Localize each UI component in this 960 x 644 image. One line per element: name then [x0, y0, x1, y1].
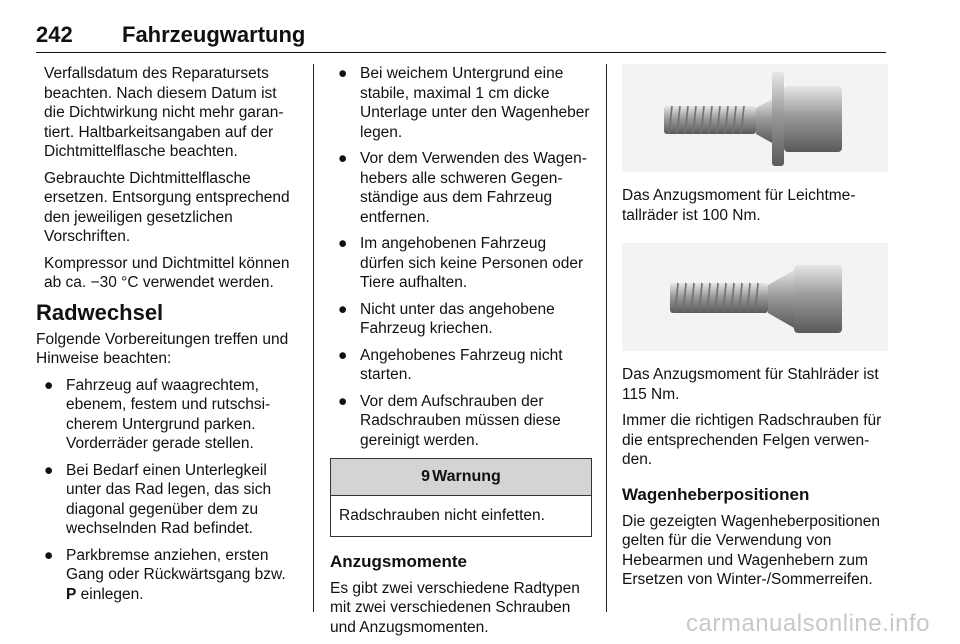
list-item-text: Vor dem Aufschrauben der Radschrauben müssen diese gereinigt werden.	[360, 392, 561, 449]
list-item	[36, 376, 298, 454]
paragraph: Die gezeigten Wagenheberpositionen gelten für die Verwendung von Hebearmen und Wagenhebern zum Ersetzen von Winter-/Sommerreifen.	[622, 512, 880, 588]
wheel-bolt-icon	[622, 64, 888, 172]
list-item	[330, 300, 592, 339]
bullet-icon: ●	[338, 65, 348, 82]
bullet-list	[36, 376, 298, 605]
bullet-icon: ●	[338, 150, 348, 167]
paragraph: Es gibt zwei verschiedene Radtypen mit zwei verschiedenen Schrauben und Anzugsmomenten.	[330, 579, 580, 636]
list-item-text: Im angehobenen Fahrzeug dürfen sich keine Personen oder Tiere aufhalten.	[360, 235, 584, 291]
list-item-text: Vor dem Verwenden des Wagenhebers alle schweren Gegenständige aus dem Fahrzeug entfernen.	[360, 150, 587, 226]
paragraph: Immer die richtigen Radschrauben für die entsprechenden Felgen verwenden.	[622, 412, 882, 468]
list-item	[36, 546, 298, 605]
alloy-wheel-bolt-image	[622, 64, 888, 172]
caption-steel: Das Anzugsmoment für Stahlräder ist 115 Nm.	[622, 366, 879, 403]
wheel-bolt-icon	[622, 243, 888, 351]
page-title: Fahrzeugwartung	[122, 22, 306, 47]
list-item-text: Parkbremse anziehen, ersten Gang oder Rückwärtsgang bzw.	[66, 546, 286, 583]
section-heading-anzugsmomente: Anzugsmomente	[330, 551, 467, 571]
bullet-icon: ●	[44, 546, 54, 564]
list-item	[330, 392, 592, 451]
bullet-icon: ●	[338, 392, 348, 410]
paragraph: Gebrauchte Dichtmittelflasche ersetzen. Entsorgung entsprechend den jeweiligen gesetzlichen Vorschriften.	[44, 169, 290, 245]
list-item	[36, 461, 298, 539]
warning-header	[331, 459, 591, 496]
list-item	[330, 346, 592, 385]
caption-alloy: Das Anzugsmoment für Leichtmetallräder ist 100 Nm.	[622, 187, 856, 224]
section-heading-wagenheberpositionen: Wagenheberpositionen	[622, 484, 810, 504]
column-3	[622, 64, 888, 597]
page-number: 242	[36, 22, 73, 47]
list-item-text: Nicht unter das angehobene Fahrzeug kriechen.	[360, 300, 555, 337]
gear-position-label: P	[66, 585, 77, 603]
column-divider	[313, 64, 314, 612]
watermark: carmanualsonline.info	[686, 610, 930, 637]
list-item-text: einlegen.	[76, 585, 144, 603]
warning-icon: 9	[421, 468, 431, 485]
list-item-text: Fahrzeug auf waagrechtem, ebenem, festem und rutschsicherem Untergrund parken. Vorderräder gerade stellen.	[66, 376, 271, 452]
column-1	[36, 64, 298, 611]
list-item	[330, 234, 592, 293]
list-item	[330, 149, 592, 227]
bullet-icon: ●	[338, 235, 348, 252]
list-item-text: Bei weichem Untergrund eine stabile, maximal 1 cm dicke Unterlage unter den Wagenheber legen.	[360, 65, 590, 141]
list-item-text: Angehobenes Fahrzeug nicht starten.	[360, 346, 563, 383]
warning-box	[330, 458, 592, 537]
column-divider	[606, 64, 607, 612]
warning-title: Warnung	[432, 468, 501, 485]
column-2	[330, 64, 592, 644]
list-item-text: Bei Bedarf einen Unterlegkeil unter das Rad legen, das sich diagonal gegenüber dem zu wechselnden Rad befindet.	[66, 461, 272, 537]
paragraph: Folgende Vorbereitungen treffen und Hinweise beachten:	[36, 330, 289, 367]
bullet-list	[330, 64, 592, 450]
steel-wheel-bolt-image	[622, 243, 888, 351]
bullet-icon: ●	[338, 300, 348, 318]
bullet-icon: ●	[338, 346, 348, 364]
paragraph: Kompressor und Dichtmittel können ab ca. −30 °C verwendet werden.	[44, 254, 290, 291]
bullet-icon: ●	[44, 461, 54, 479]
warning-text: Radschrauben nicht einfetten.	[339, 507, 545, 524]
section-heading-radwechsel: Radwechsel	[36, 299, 164, 325]
paragraph: Verfallsdatum des Reparatursets beachten. Nach diesem Datum ist die Dichtwirkung nicht mehr garantiert. Haltbarkeitsangaben auf der Dichtmittelflasche beachten.	[44, 65, 284, 160]
page-header	[36, 20, 886, 53]
list-item	[330, 64, 592, 142]
bullet-icon: ●	[44, 376, 54, 394]
